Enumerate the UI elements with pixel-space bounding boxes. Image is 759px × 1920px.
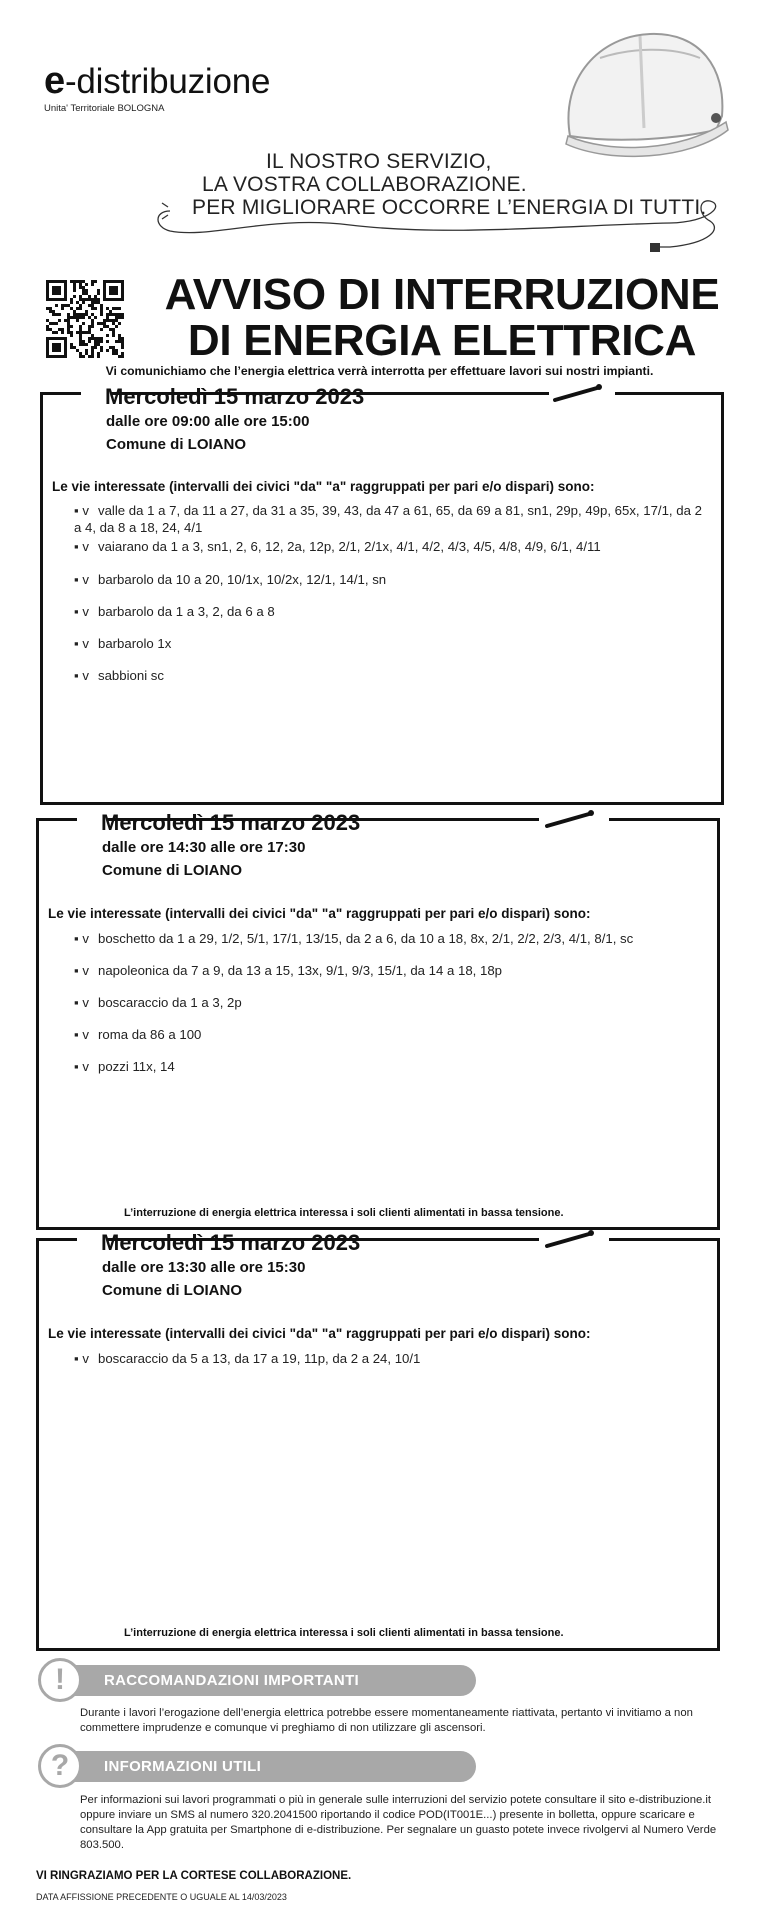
slogan-line: LA VOSTRA COLLABORAZIONE. [202, 173, 527, 196]
streets-label: Le vie interessate (intervalli dei civici "da" "a" raggruppati per pari e/o dispari) sono: [48, 1326, 591, 1341]
street-item: ▪ v boschetto da 1 a 29, 1/2, 5/1, 17/1, 13/15, da 2 a 6, da 10 a 18, 8x, 2/1, 2/2, 2/3, 4/1, 8/1, sc [74, 931, 634, 946]
low-voltage-note: L’interruzione di energia elettrica interessa i soli clienti alimentati in bassa tensione. [124, 1207, 564, 1219]
intro-text: Vi comunichiamo che l’energia elettrica verrà interrotta per effettuare lavori sui nostri impianti. [105, 364, 654, 378]
info-text: Per informazioni sui lavori programmati o più in generale sulle interruzioni del servizio potete consultare il sito e-distribuzione.it oppure inviare un SMS al numero 320.2041500 riportando il codice POD(IT001E...) presente in bolletta, oppure scaricare e consultare la App gratuita per Smartphone di e-distribuzione. Per segnalare un guasto potete invece rivolgervi al Numero Verde 803.500. [80, 1794, 717, 1851]
street-item: ▪ v napoleonica da 7 a 9, da 13 a 15, 13x, 9/1, 9/3, 15/1, da 14 a 18, 18p [74, 963, 503, 978]
page-title: AVVISO DI INTERRUZIONE DI ENERGIA ELETTRICA [164, 270, 720, 365]
notice-box [40, 392, 724, 805]
street-item: ▪ v barbarolo da 10 a 20, 10/1x, 10/2x, 12/1, 14/1, sn [74, 572, 387, 587]
notice-comune: Comune di LOIANO [102, 1282, 242, 1299]
notice-date: Mercoledì 15 marzo 2023 [101, 1230, 361, 1255]
recommendations-title: RACCOMANDAZIONI IMPORTANTI [104, 1672, 359, 1689]
street-item: ▪ v barbarolo da 1 a 3, 2, da 6 a 8 [74, 604, 275, 619]
unit-label: Unita' Territoriale BOLOGNA [44, 103, 165, 114]
posting-date: DATA AFFISSIONE PRECEDENTE O UGUALE AL 14/03/2023 [36, 1892, 287, 1902]
qr-code [46, 280, 124, 358]
cable-icon [545, 808, 597, 830]
street-item: ▪ v barbarolo 1x [74, 636, 172, 651]
street-item: ▪ v sabbioni sc [74, 668, 164, 683]
low-voltage-note: L’interruzione di energia elettrica interessa i soli clienti alimentati in bassa tensione. [124, 1627, 564, 1639]
logo-wordmark: e-distribuzione [44, 60, 271, 102]
slogan-line: PER MIGLIORARE OCCORRE L’ENERGIA DI TUTTI. [192, 196, 707, 219]
notice-comune: Comune di LOIANO [102, 862, 242, 879]
brand-logo [44, 62, 270, 114]
question-icon: ? [38, 1744, 82, 1788]
streets-label: Le vie interessate (intervalli dei civici "da" "a" raggruppati per pari e/o dispari) sono: [48, 906, 591, 921]
street-item: ▪ v boscaraccio da 1 a 3, 2p [74, 995, 242, 1010]
notice-comune: Comune di LOIANO [106, 436, 246, 453]
cable-icon [553, 382, 605, 404]
street-item: ▪ v roma da 86 a 100 [74, 1027, 202, 1042]
warning-icon: ! [38, 1658, 82, 1702]
thanks-text: VI RINGRAZIAMO PER LA CORTESE COLLABORAZIONE. [36, 1870, 352, 1882]
recommendations-text: Durante i lavori l’erogazione dell’energia elettrica potrebbe essere momentaneamente riattivata, pertanto vi invitiamo a non commettere imprudenze e comunque vi preghiamo di non utilizzare gli ascensori. [80, 1707, 693, 1734]
notice-date: Mercoledì 15 marzo 2023 [105, 384, 365, 409]
street-item: ▪ v vaiarano da 1 a 3, sn1, 2, 6, 12, 2a, 12p, 2/1, 2/1x, 4/1, 4/2, 4/3, 4/5, 4/8, 4/9, 6/1, 4/11 [74, 539, 601, 554]
notice-date: Mercoledì 15 marzo 2023 [101, 810, 361, 835]
notice-box [36, 1238, 720, 1651]
power-cord-graphic [150, 195, 730, 255]
notice-hours: dalle ore 09:00 alle ore 15:00 [106, 413, 310, 430]
street-item: ▪ v valle da 1 a 7, da 11 a 27, da 31 a 35, 39, 43, da 47 a 61, 65, da 69 a 81, sn1, 29p, 49p, 65x, 17/1, da 2 a 4, da 8 a 18, 24, 4/1 [74, 503, 702, 535]
street-item: ▪ v boscaraccio da 5 a 13, da 17 a 19, 11p, da 2 a 24, 10/1 [74, 1351, 421, 1366]
notice-box [36, 818, 720, 1230]
info-title: INFORMAZIONI UTILI [104, 1758, 262, 1775]
street-item: ▪ v pozzi 11x, 14 [74, 1059, 175, 1074]
notice-hours: dalle ore 13:30 alle ore 15:30 [102, 1259, 306, 1276]
cable-icon [545, 1228, 597, 1250]
streets-label: Le vie interessate (intervalli dei civici "da" "a" raggruppati per pari e/o dispari) sono: [52, 479, 595, 494]
notice-hours: dalle ore 14:30 alle ore 17:30 [102, 839, 306, 856]
slogan-line: IL NOSTRO SERVIZIO, [266, 150, 492, 173]
